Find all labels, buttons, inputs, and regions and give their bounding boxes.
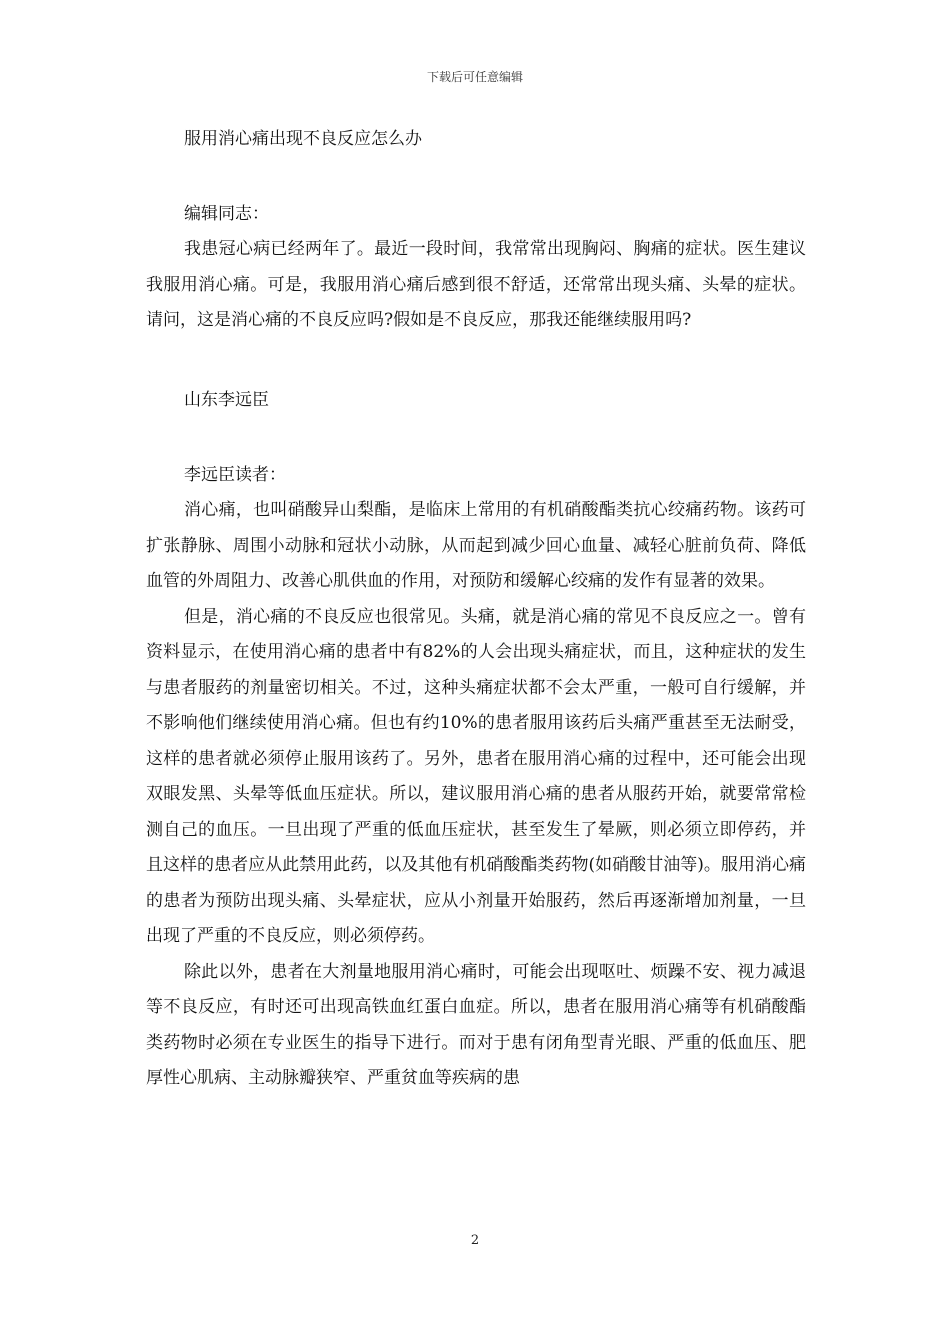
reply-paragraph: 消心痛，也叫硝酸异山梨酯，是临床上常用的有机硝酸酯类抗心绞痛药物。该药可扩张静脉、周围小动脉和冠状小动脉，从而起到减少回心血量、减轻心脏前负荷、降低血管的外周阻力、改善心肌供血的作用，对预防和缓解心绞痛的发作有显著的效果。 [146, 500, 806, 591]
reply-salutation: 李远臣读者： [184, 465, 286, 485]
letter-body [146, 232, 806, 339]
reply-body [146, 493, 806, 1097]
page-number: 2 [470, 1233, 480, 1248]
page-header: 下载后可任意编辑 [426, 70, 523, 84]
letter-signature: 山东李远臣 [184, 390, 269, 410]
letter-paragraph: 我患冠心病已经两年了。最近一段时间，我常常出现胸闷、胸痛的症状。医生建议我服用消心痛。可是，我服用消心痛后感到很不舒适，还常常出现头痛、头晕的症状。请问，这是消心痛的不良反应吗?假如是不良反应，那我还能继续服用吗? [146, 239, 806, 330]
article-title: 服用消心痛出现不良反应怎么办 [184, 129, 422, 149]
reply-paragraph: 除此以外，患者在大剂量地服用消心痛时，可能会出现呕吐、烦躁不安、视力减退等不良反应，有时还可出现高铁血红蛋白血症。所以，患者在服用消心痛等有机硝酸酯类药物时必须在专业医生的指导下进行。而对于患有闭角型青光眼、严重的低血压、肥厚性心肌病、主动脉瓣狭窄、严重贫血等疾病的患 [146, 961, 806, 1088]
letter-salutation: 编辑同志： [184, 204, 269, 224]
reply-paragraph: 但是，消心痛的不良反应也很常见。头痛，就是消心痛的常见不良反应之一。曾有资料显示，在使用消心痛的患者中有82%的人会出现头痛症状，而且，这种症状的发生与患者服药的剂量密切相关。不过，这种头痛症状都不会太严重，一般可自行缓解，并不影响他们继续使用消心痛。但也有约10%的患者服用该药后头痛严重甚至无法耐受，这样的患者就必须停止服用该药了。另外，患者在服用消心痛的过程中，还可能会出现双眼发黑、头晕等低血压症状。所以，建议服用消心痛的患者从服药开始，就要常常检测自己的血压。一旦出现了严重的低血压症状，甚至发生了晕厥，则必须立即停药，并且这样的患者应从此禁用此药，以及其他有机硝酸酯类药物(如硝酸甘油等)。服用消心痛的患者为预防出现头痛、头晕症状，应从小剂量开始服药，然后再逐渐增加剂量，一旦出现了严重的不良反应，则必须停药。 [146, 606, 806, 946]
